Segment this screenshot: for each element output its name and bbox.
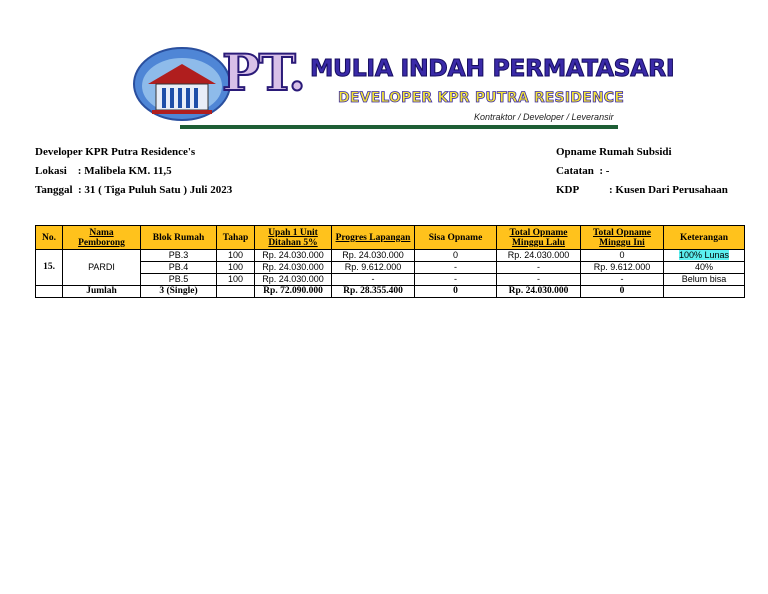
header-nama: Nama Pemborong <box>63 226 141 250</box>
cell-upah: Rp. 24.030.000 <box>255 274 332 286</box>
header-blok: Blok Rumah <box>141 226 217 250</box>
cell-progres: - <box>332 274 415 286</box>
header-keterangan: Keterangan <box>664 226 745 250</box>
contractor-name: PARDI <box>63 250 141 286</box>
cell-tahap: 100 <box>217 250 255 262</box>
status-badge: 100% Lunas <box>678 250 730 260</box>
total-row <box>36 286 745 298</box>
company-name: MULIA INDAH PERMATASARI <box>310 56 675 82</box>
total-ini: 0 <box>581 286 664 298</box>
company-prefix: PT. <box>222 43 305 102</box>
total-empty-ket <box>664 286 745 298</box>
date-label: Tanggal : 31 ( Tiga Puluh Satu ) Juli 2023 <box>35 184 233 196</box>
total-empty-no <box>36 286 63 298</box>
total-upah: Rp. 72.090.000 <box>255 286 332 298</box>
cell-blok: PB.4 <box>141 262 217 274</box>
company-logo-icon <box>132 44 232 124</box>
cell-total-lalu: - <box>497 274 581 286</box>
total-sisa: 0 <box>415 286 497 298</box>
row-number: 15. <box>36 250 63 286</box>
company-subtitle: DEVELOPER KPR PUTRA RESIDENCE <box>338 90 624 106</box>
table-row <box>36 250 745 262</box>
cell-progres: Rp. 9.612.000 <box>332 262 415 274</box>
header-progres: Progres Lapangan <box>332 226 415 250</box>
cell-tahap: 100 <box>217 262 255 274</box>
cell-sisa: - <box>415 274 497 286</box>
table-row <box>36 274 745 286</box>
cell-sisa: 0 <box>415 250 497 262</box>
cell-total-lalu: - <box>497 262 581 274</box>
header-divider <box>180 125 618 129</box>
header-total-lalu: Total Opname Minggu Lalu <box>497 226 581 250</box>
company-tagline: Kontraktor / Developer / Leveransir <box>474 112 614 122</box>
opname-table <box>35 225 745 298</box>
total-empty-tahap <box>217 286 255 298</box>
total-label: Jumlah <box>63 286 141 298</box>
table-header-row <box>36 226 745 250</box>
cell-tahap: 100 <box>217 274 255 286</box>
location-label: Lokasi : Malibela KM. 11,5 <box>35 165 172 177</box>
table-row <box>36 262 745 274</box>
cell-progres: Rp. 24.030.000 <box>332 250 415 262</box>
cell-blok: PB.3 <box>141 250 217 262</box>
kdp-value: : Kusen Dari Perusahaan <box>609 184 728 196</box>
cell-keterangan: 40% <box>664 262 745 274</box>
total-blok: 3 (Single) <box>141 286 217 298</box>
cell-upah: Rp. 24.030.000 <box>255 250 332 262</box>
cell-keterangan: Belum bisa <box>664 274 745 286</box>
total-progres: Rp. 28.355.400 <box>332 286 415 298</box>
total-lalu: Rp. 24.030.000 <box>497 286 581 298</box>
cell-total-ini: - <box>581 274 664 286</box>
kdp-label: KDP <box>556 184 580 196</box>
cell-upah: Rp. 24.030.000 <box>255 262 332 274</box>
header-total-ini: Total Opname Minggu Ini <box>581 226 664 250</box>
header-tahap: Tahap <box>217 226 255 250</box>
notes-label: Catatan : - <box>556 165 610 177</box>
opname-title: Opname Rumah Subsidi <box>556 146 672 158</box>
cell-keterangan <box>664 250 745 262</box>
developer-label: Developer KPR Putra Residence's <box>35 146 196 158</box>
header-no: No. <box>36 226 63 250</box>
cell-total-ini: 0 <box>581 250 664 262</box>
header-sisa: Sisa Opname <box>415 226 497 250</box>
cell-blok: PB.5 <box>141 274 217 286</box>
cell-total-ini: Rp. 9.612.000 <box>581 262 664 274</box>
header-upah: Upah 1 Unit Ditahan 5% <box>255 226 332 250</box>
cell-total-lalu: Rp. 24.030.000 <box>497 250 581 262</box>
cell-sisa: - <box>415 262 497 274</box>
letterhead <box>128 38 675 133</box>
